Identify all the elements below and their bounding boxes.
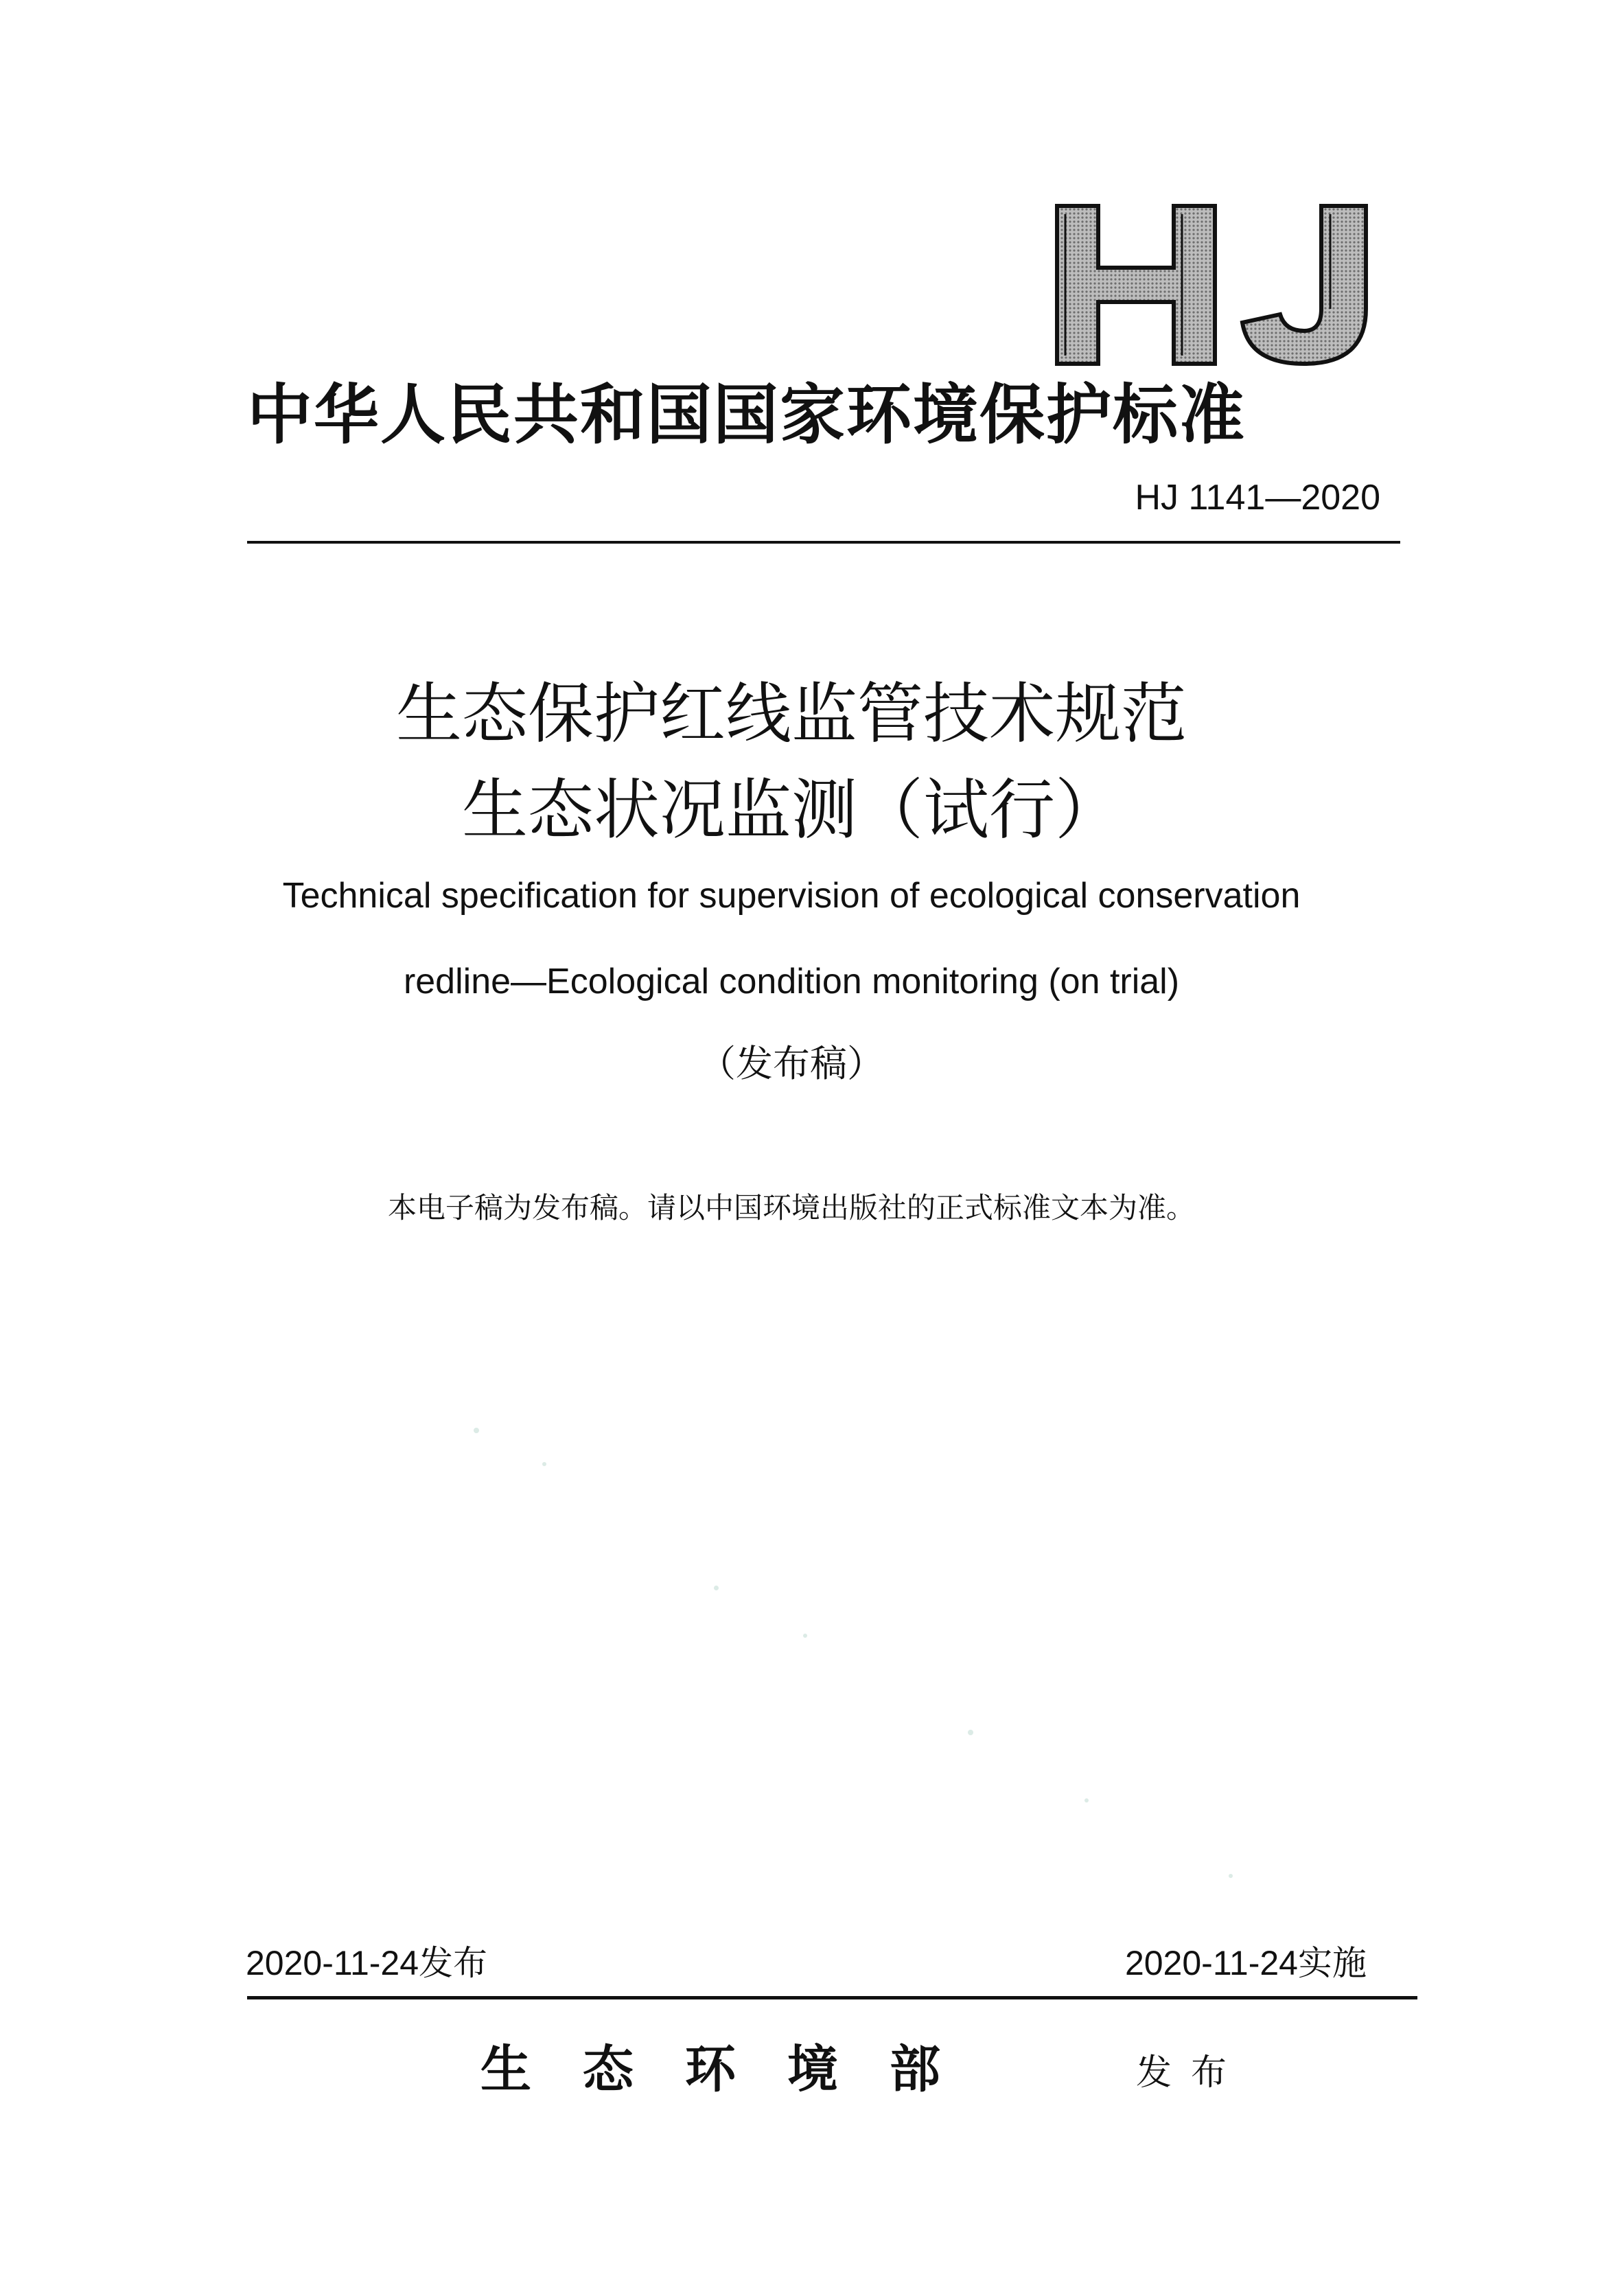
release-notice: 本电子稿为发布稿。请以中国环境出版社的正式标准文本为准。 — [387, 1191, 1195, 1225]
issue-verb: 发布 — [1136, 2052, 1246, 2094]
implementation-date: 2020-11-24实施 — [1124, 1944, 1367, 1982]
bottom-divider — [247, 1996, 1417, 1999]
top-divider — [247, 541, 1400, 544]
title-cn-line2: 生态状况监测（试行） — [462, 772, 1121, 848]
issue-date: 2020-11-24发布 — [246, 1944, 488, 1982]
scan-speck — [474, 1428, 479, 1433]
scan-speck — [1084, 1798, 1089, 1802]
standard-organization: 中华人民共和国国家环境保护标准 — [247, 377, 1246, 453]
issuing-authority: 生态环境部 — [480, 2040, 992, 2099]
standard-code: HJ 1141—2020 — [1135, 478, 1380, 518]
scan-speck — [803, 1634, 807, 1638]
scan-speck — [714, 1586, 719, 1590]
title-en-line2: redline—Ecological condition monitoring (on trial) — [403, 962, 1180, 1001]
scan-speck — [968, 1730, 973, 1735]
title-en-line1: Technical specification for supervision of ecological conservation — [282, 876, 1301, 916]
scan-speck — [542, 1462, 546, 1466]
title-cn-line1: 生态保护红线监管技术规范 — [396, 675, 1187, 752]
hj-logo — [1043, 199, 1383, 371]
document-status: （发布稿） — [699, 1042, 884, 1085]
scan-speck — [1229, 1874, 1233, 1878]
